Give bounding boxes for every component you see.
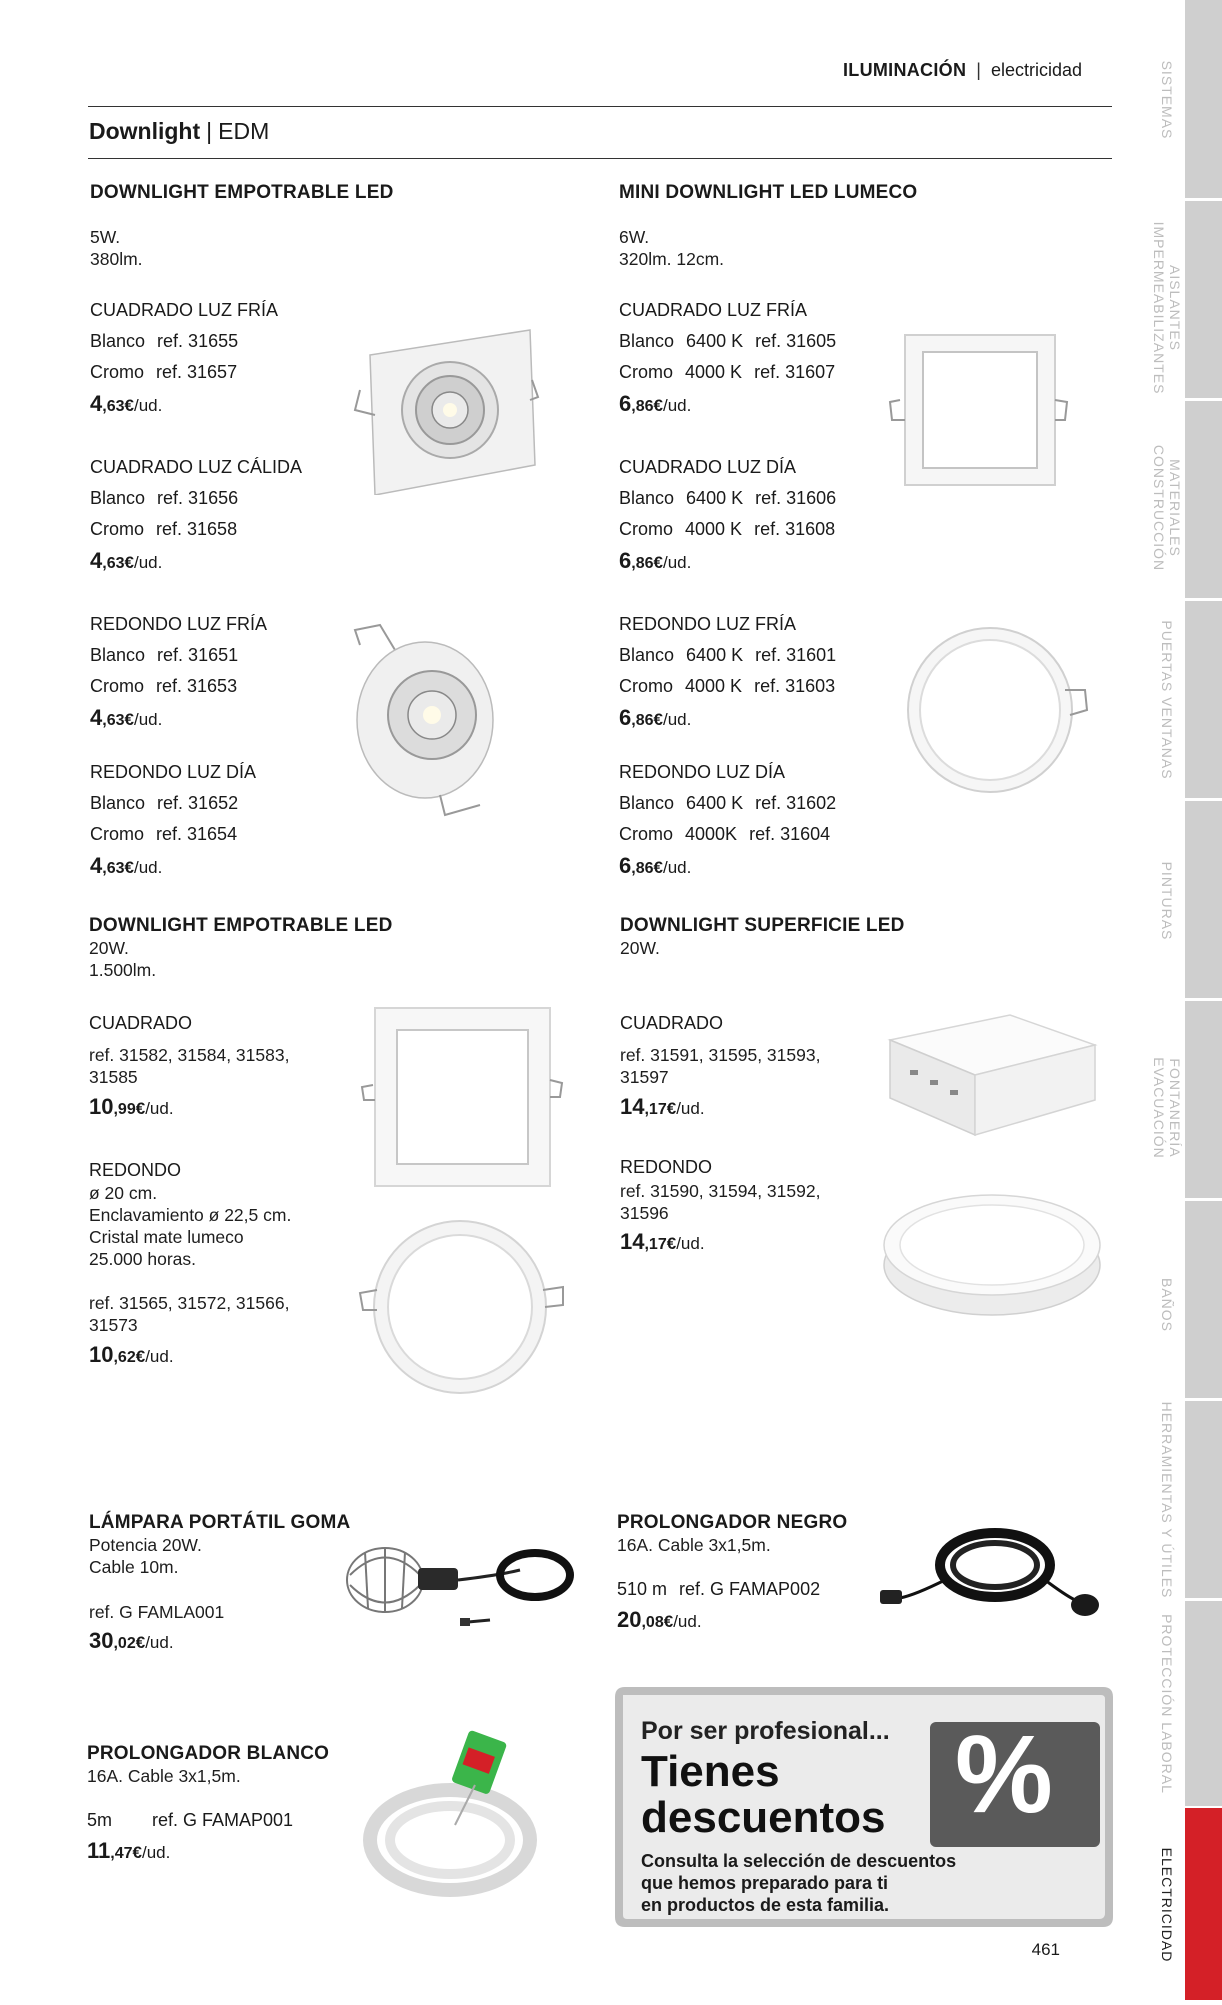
price-currency: € [653,858,663,877]
sidebar-tab-proteccion[interactable] [1185,1601,1222,1809]
spec-power: Potencia 20W. [89,1535,202,1555]
price [620,1094,705,1120]
price [619,391,848,417]
sidebar-tab-pinturas[interactable] [1185,801,1222,1001]
color-temp: 6400 K [686,645,744,665]
promo-text [641,1850,956,1916]
price-decimal: ,02 [113,1635,136,1652]
variant-light: LUZ FRÍA [182,614,268,634]
price-decimal: ,99 [113,1101,136,1118]
spec-power: 6W. [619,227,650,247]
variant-row [87,1810,305,1831]
spec-lumens: 380lm. [90,249,143,269]
price-unit: /ud. [662,710,692,729]
product-title-downlight-20w: DOWNLIGHT EMPOTRABLE LED [89,915,393,936]
variant-light: LUZ DÍA [182,762,257,782]
sidebar-tab-puertas[interactable] [1185,601,1222,801]
variant-light: LUZ DÍA [722,457,797,477]
sidebar-tab-materiales[interactable] [1185,401,1222,601]
variant-row [619,645,848,666]
spec-line: Cristal mate lumeco [89,1227,244,1247]
price-decimal: ,86 [631,398,654,415]
ref-label: ref. 31606 [755,488,837,508]
price-decimal: ,17 [644,1236,667,1253]
price-currency: € [124,553,134,572]
ref-label: ref. 31654 [156,824,238,844]
variant-type: CUADRADO [619,457,723,477]
price-currency: € [124,396,134,415]
price [89,1342,174,1368]
price-integer: 14 [620,1229,645,1254]
ref-list: ref. 31590, 31594, 31592, [620,1181,821,1201]
ref-label: ref. G FAMLA001 [89,1602,225,1622]
round-panel-20w-image [355,1215,570,1400]
price-integer: 4 [90,548,103,573]
price-integer: 6 [619,705,632,730]
ref-list: 31585 [89,1067,138,1087]
variant-group [619,762,848,879]
finish-label: Cromo [90,824,145,844]
ref-list: 31596 [620,1203,669,1223]
price-currency: € [666,1234,677,1253]
price-decimal: ,86 [631,555,654,572]
price-unit: /ud. [145,1633,174,1652]
price-integer: 6 [619,853,632,878]
price-currency: € [663,1612,674,1631]
price-decimal: ,08 [641,1614,664,1631]
ref-list: ref. 31582, 31584, 31583, [89,1045,290,1065]
mini-round-panel-image [895,620,1095,800]
spec-line: 25.000 horas. [89,1249,197,1269]
variant-type: REDONDO [89,1160,182,1180]
price-integer: 6 [619,391,632,416]
black-extension-cord-image [875,1520,1105,1630]
percent-icon: % [955,1713,1053,1836]
price [89,1094,174,1120]
spec-line: Enclavamiento ø 22,5 cm. [89,1205,292,1225]
variant-light: LUZ DÍA [711,762,786,782]
price-decimal: ,86 [631,712,654,729]
variant-title [90,614,267,635]
spec-cable: 16A. Cable 3x1,5m. [617,1535,771,1555]
page-number: 461 [1031,1940,1060,1959]
price-decimal: ,86 [631,860,654,877]
price [620,1229,705,1255]
variant-group [90,300,278,417]
length-label: 510 m [617,1579,668,1599]
finish-label: Cromo [90,676,145,696]
finish-label: Cromo [619,824,674,844]
price-integer: 10 [89,1342,114,1367]
finish-label: Cromo [619,362,674,382]
promo-line: en productos de esta familia. [641,1895,890,1915]
promo-headline-2: descuentos [641,1793,886,1842]
price-unit: /ud. [133,553,163,572]
sidebar-label: PUERTAS VENTANAS [1159,620,1175,780]
sidebar-label: BAÑOS [1159,1277,1175,1332]
price-currency: € [653,396,663,415]
section-title [89,118,269,145]
price-unit: /ud. [145,1347,174,1366]
sidebar-tab-banos[interactable] [1185,1201,1222,1401]
sidebar-tab-sistemas[interactable] [1185,0,1222,201]
color-temp: 4000 K [685,676,743,696]
price [87,1838,170,1864]
price [90,391,278,417]
spec-lumens: 1.500lm. [89,960,157,980]
spec-power: 20W. [620,938,660,958]
price-currency: € [132,1843,142,1862]
ref-label: ref. 31653 [156,676,238,696]
variant-group [90,457,302,574]
price-currency: € [135,1099,146,1118]
finish-label: Blanco [619,488,675,508]
price-unit: /ud. [133,710,163,729]
product-title-prolongador-blanco: PROLONGADOR BLANCO [87,1743,330,1764]
spec-power: 20W. [89,938,129,958]
price-currency: € [653,553,663,572]
spec-line: ø 20 cm. [89,1183,158,1203]
price [90,853,256,879]
sidebar-label: MATERIALES CONSTRUCCIÓN [1151,444,1183,572]
finish-label: Blanco [90,488,146,508]
finish-label: Blanco [619,793,675,813]
ref-label: ref. 31656 [157,488,239,508]
product-title-mini-downlight: MINI DOWNLIGHT LED LUMECO [619,182,918,203]
price-integer: 20 [617,1607,642,1632]
price [619,853,848,879]
variant-title [619,457,848,478]
variant-type: CUADRADO [90,457,194,477]
variant-row [90,519,302,540]
finish-label: Blanco [90,645,146,665]
section-brand: EDM [218,118,270,144]
price-decimal: ,17 [644,1101,667,1118]
ref-label: ref. 31657 [156,362,238,382]
variant-group [90,762,256,879]
white-extension-cord-image [360,1730,550,1900]
header-category: ILUMINACIÓN [842,60,967,80]
variant-row [619,676,848,697]
ref-list: 31573 [89,1315,138,1335]
variant-title [619,762,848,783]
variant-row [90,362,278,383]
price-decimal: ,63 [102,398,125,415]
section-rule [88,158,1112,159]
sidebar-label-active: ELECTRICIDAD [1159,1847,1175,1963]
variant-light: LUZ FRÍA [722,300,808,320]
ref-label: ref. 31604 [749,824,831,844]
variant-title [619,614,848,635]
variant-type: REDONDO [619,762,712,782]
variant-type: CUADRADO [90,300,194,320]
price-currency: € [135,1347,146,1366]
variant-title [90,457,302,478]
price-currency: € [124,710,134,729]
variant-group [619,614,848,731]
variant-row [617,1579,832,1600]
product-title-lampara: LÁMPARA PORTÁTIL GOMA [89,1512,351,1533]
price-integer: 11 [87,1838,111,1863]
price-decimal: ,62 [113,1349,136,1366]
price [617,1607,702,1633]
header-separator: | [976,60,981,80]
variant-title [90,300,278,321]
promo-headline-1: Tienes [641,1747,780,1796]
color-temp: 6400 K [686,488,744,508]
price-unit: /ud. [662,858,692,877]
ref-list: ref. 31591, 31595, 31593, [620,1045,821,1065]
price-decimal: ,63 [102,712,125,729]
sidebar-tab-fontaneria[interactable] [1185,1001,1222,1201]
variant-type: REDONDO [90,614,183,634]
ref-list: 31597 [620,1067,669,1087]
surface-square-panel-image [880,1010,1100,1140]
price [90,548,302,574]
price [619,705,848,731]
promo-line: Consulta la selección de descuentos [641,1851,957,1871]
price-decimal: ,63 [102,860,125,877]
variant-light: LUZ FRÍA [711,614,797,634]
spec-lumens-size: 320lm. 12cm. [619,249,725,269]
variant-row [619,824,848,845]
variant-type: REDONDO [90,762,183,782]
color-temp: 4000K [685,824,738,844]
spec-cable: 16A. Cable 3x1,5m. [87,1766,241,1786]
portable-lamp-image [340,1530,580,1640]
price-unit: /ud. [133,396,163,415]
price [90,705,267,731]
price-unit: /ud. [676,1234,705,1253]
product-title-prolongador-negro: PROLONGADOR NEGRO [617,1512,848,1533]
variant-row [619,793,848,814]
price-unit: /ud. [145,1099,174,1118]
round-downlight-image [350,620,500,820]
price-integer: 30 [89,1628,114,1653]
price-integer: 14 [620,1094,645,1119]
product-title-surface-downlight: DOWNLIGHT SUPERFICIE LED [620,915,905,936]
spec-power: 5W. [90,227,121,247]
ref-label: ref. 31601 [755,645,837,665]
variant-title [90,762,256,783]
variant-row [619,362,848,383]
finish-label: Cromo [619,519,674,539]
variant-light: LUZ CÁLIDA [193,457,303,477]
color-temp: 6400 K [686,793,744,813]
price-unit: /ud. [662,553,692,572]
ref-label: ref. 31605 [755,331,837,351]
square-panel-20w-image [355,1005,570,1190]
price-currency: € [666,1099,677,1118]
ref-label: ref. 31655 [157,331,239,351]
variant-row [90,824,256,845]
page-header [843,60,1082,81]
price-currency: € [653,710,663,729]
sidebar-tab-electricidad[interactable] [1185,1808,1222,2000]
variant-row [619,519,848,540]
ref-label: ref. 31608 [754,519,836,539]
variant-type: CUADRADO [620,1013,724,1033]
price-unit: /ud. [676,1099,705,1118]
ref-label: ref. 31651 [157,645,239,665]
ref-label: ref. 31652 [157,793,239,813]
variant-row [619,488,848,509]
variant-type: REDONDO [620,1157,713,1177]
ref-label: ref. 31602 [755,793,837,813]
product-title-downlight-5w: DOWNLIGHT EMPOTRABLE LED [90,182,394,203]
price [89,1628,174,1654]
header-subcategory: electricidad [990,60,1082,80]
finish-label: Blanco [90,331,146,351]
ref-label: ref. G FAMAP001 [152,1810,294,1830]
finish-label: Blanco [90,793,146,813]
price-unit: /ud. [662,396,692,415]
variant-row [90,645,267,666]
finish-label: Cromo [619,676,674,696]
finish-label: Blanco [619,331,675,351]
ref-label: ref. G FAMAP002 [679,1579,821,1599]
finish-label: Cromo [90,362,145,382]
section-title-bold: Downlight [89,118,201,144]
variant-row [90,676,267,697]
price-unit: /ud. [141,1843,171,1862]
price-currency: € [135,1633,146,1652]
price-integer: 6 [619,548,632,573]
variant-group [90,614,267,731]
color-temp: 4000 K [685,519,743,539]
sidebar-label: SISTEMAS [1159,60,1175,140]
ref-label: ref. 31658 [156,519,238,539]
finish-label: Cromo [90,519,145,539]
sidebar-tab-herramientas[interactable] [1185,1401,1222,1601]
variant-row [619,331,848,352]
ref-label: ref. 31603 [754,676,836,696]
price-integer: 4 [90,853,103,878]
promo-line: que hemos preparado para ti [641,1873,889,1893]
sidebar-label: PINTURAS [1159,861,1175,941]
length-label: 5m [87,1810,113,1830]
ref-list: ref. 31565, 31572, 31566, [89,1293,290,1313]
surface-round-panel-image [880,1190,1105,1320]
variant-row [90,331,278,352]
variant-light: LUZ FRÍA [193,300,279,320]
price-integer: 4 [90,705,103,730]
price-decimal: ,63 [102,555,125,572]
spec-cable: Cable 10m. [89,1557,179,1577]
variant-group [619,457,848,574]
square-downlight-image [350,325,540,495]
header-rule [88,106,1112,107]
sidebar-label: AISLANTES IMPERMEABILIZANTES [1151,221,1183,395]
promo-lead: Por ser profesional... [641,1717,890,1745]
price-decimal: ,47 [110,1845,133,1862]
price-integer: 4 [90,391,103,416]
variant-group [619,300,848,417]
price-integer: 10 [89,1094,114,1119]
sidebar-label: FONTANERÍA EVACUACIÓN [1151,1057,1183,1159]
discount-promo-banner [615,1687,1113,1927]
finish-label: Blanco [619,645,675,665]
sidebar-tab-aislantes[interactable] [1185,201,1222,401]
variant-type: CUADRADO [619,300,723,320]
variant-title [619,300,848,321]
section-title-separator: | [206,118,213,144]
price-unit: /ud. [673,1612,702,1631]
price-currency: € [124,858,134,877]
ref-label: ref. 31607 [754,362,836,382]
sidebar-label: PROTECCIÓN LABORAL [1159,1614,1175,1794]
variant-type: REDONDO [619,614,712,634]
sidebar-label: HERRAMIENTAS Y ÚTILES [1159,1401,1175,1599]
variant-row [90,488,302,509]
color-temp: 6400 K [686,331,744,351]
variant-type: CUADRADO [89,1013,193,1033]
mini-square-panel-image [885,330,1075,490]
price [619,548,848,574]
variant-row [90,793,256,814]
price-unit: /ud. [133,858,163,877]
color-temp: 4000 K [685,362,743,382]
